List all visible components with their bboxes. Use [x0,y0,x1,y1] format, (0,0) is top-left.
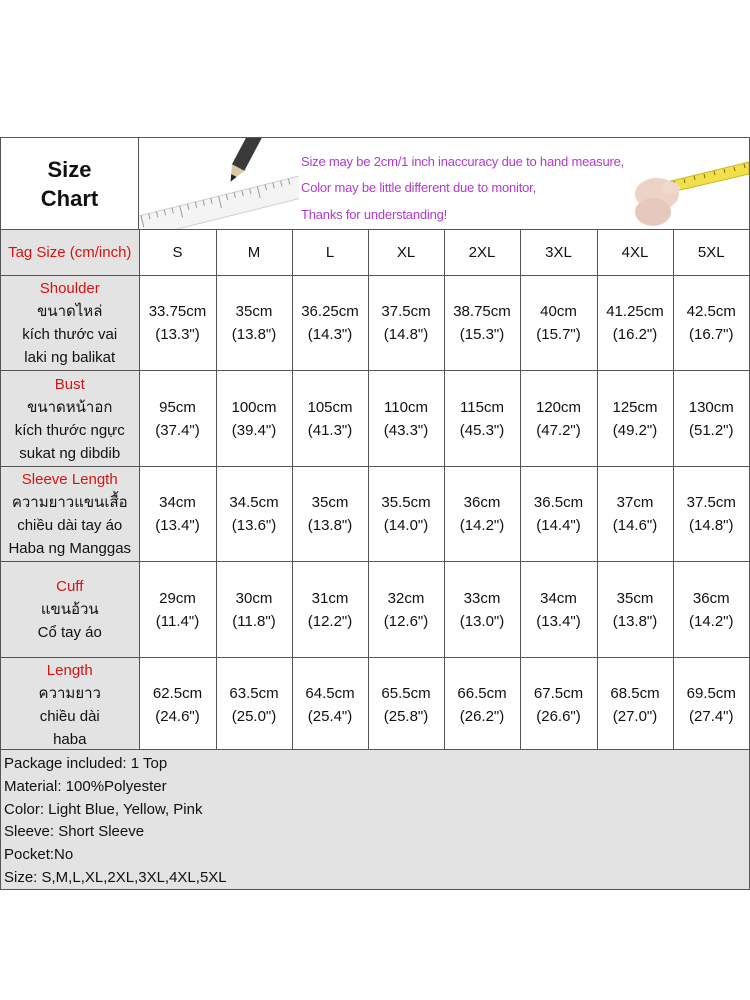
size-header-row [1,230,749,276]
size-table-body [1,230,749,753]
value-inch: (15.3") [459,326,505,343]
value-cm: 64.5cm [305,685,355,702]
measurement-row [1,467,749,562]
measuring-banner [139,138,749,229]
measurement-cell [520,371,597,467]
measurement-label [1,562,139,658]
measurement-cell [216,562,292,658]
value-cm: 67.5cm [533,685,584,702]
value-inch: (16.2") [612,326,658,343]
value-cm: 37.5cm [686,494,736,511]
value-inch: (13.3") [155,326,200,343]
value-cm: 36.25cm [301,303,359,320]
value-cm: 65.5cm [381,685,431,702]
value-cm: 66.5cm [457,685,507,702]
product-details [1,749,749,889]
value-inch: (49.2") [612,421,658,439]
measurement-cell [139,467,216,562]
value-inch: (14.6") [612,517,658,534]
note-line-2: Color may be little different due to monitor, [301,180,536,195]
measurement-cell [216,276,292,371]
value-cm: 35.5cm [381,494,431,511]
measurement-translation: ความยาว [38,685,101,702]
measurement-cell [673,467,749,562]
measurement-translation: Haba ng Manggas [8,540,132,557]
value-cm: 29cm [159,589,196,607]
size-header-cell: M [216,230,292,276]
value-inch: (13.8") [612,612,658,630]
detail-line: Package included: 1 Top [4,755,168,772]
value-inch: (25.4") [307,708,353,725]
value-cm: 33.75cm [148,303,207,320]
value-inch: (26.6") [536,708,581,725]
value-cm: 69.5cm [686,685,736,702]
measurement-cell [139,371,216,467]
chart-title-line1: Size [47,156,92,182]
value-inch: (47.2") [536,421,581,439]
value-cm: 38.75cm [453,303,511,320]
value-inch: (51.2") [688,421,734,439]
value-cm: 35cm [311,494,349,511]
value-cm: 37.5cm [381,303,431,320]
ruler-pencil-illustration [139,138,299,229]
value-inch: (11.4") [155,612,200,630]
tag-size-label: Tag Size (cm/inch) [1,230,139,276]
value-cm: 63.5cm [229,685,279,702]
value-cm: 115cm [460,398,504,416]
value-cm: 35cm [235,303,273,320]
size-header-cell: S [139,230,216,276]
value-cm: 36cm [463,494,501,511]
value-inch: (13.4") [536,612,581,630]
value-inch: (26.2") [459,708,505,725]
size-header-cell: 2XL [444,230,520,276]
size-chart [0,137,750,890]
measurement-label [1,371,139,467]
value-inch: (13.6") [231,517,277,534]
measurement-cell [520,658,597,753]
value-cm: 30cm [235,589,273,607]
value-inch: (45.3") [459,421,505,439]
value-inch: (27.4") [688,708,734,725]
measurement-cell [216,371,292,467]
detail-line: Color: Light Blue, Yellow, Pink [4,800,203,818]
value-cm: 36cm [692,589,730,607]
value-inch: (14.8") [383,326,429,343]
measurement-cell [597,562,673,658]
measurement-cell [673,276,749,371]
measurement-translation: haba [53,731,87,748]
measurement-cell [673,658,749,753]
note-line-3: Thanks for understanding! [301,207,448,222]
chart-banner [1,138,749,230]
measurement-name: Shoulder [39,280,100,297]
measurement-row [1,658,749,753]
measurement-cell [673,562,749,658]
value-cm: 37cm [616,494,654,511]
measurement-translation: laki ng balikat [24,349,116,366]
value-cm: 34cm [159,494,196,511]
measurement-translation: ขนาดหน้าอก [27,398,113,416]
measurement-translation: Cổ tay áo [37,624,102,641]
measurement-cell [368,371,444,467]
measurement-cell [444,467,520,562]
measurement-cell [292,658,368,753]
value-cm: 105cm [307,398,353,416]
measurement-cell [139,276,216,371]
measurement-translation: kích thước vai [22,326,118,343]
value-cm: 34.5cm [229,494,279,511]
value-inch: (25.0") [231,708,277,725]
measurement-translation: chiều dài [39,708,100,725]
value-inch: (16.7") [688,326,734,343]
detail-line: Material: 100%Polyester [4,777,167,795]
value-cm: 34cm [540,589,577,607]
measurement-cell [368,658,444,753]
measurement-label [1,467,139,562]
measurement-cell [520,467,597,562]
value-inch: (41.3") [307,421,353,439]
size-header-cell: XL [368,230,444,276]
measurement-cell [139,562,216,658]
value-cm: 40cm [540,303,577,320]
measurement-translation: ขนาดไหล่ [37,303,103,320]
value-inch: (14.0") [383,517,429,534]
measurement-label [1,658,139,753]
measurement-cell [292,467,368,562]
measurement-cell [444,562,520,658]
size-table [1,230,749,753]
measurement-cell [520,562,597,658]
measurement-cell [520,276,597,371]
measurement-cell [368,467,444,562]
value-cm: 35cm [616,589,654,607]
measurement-translation: sukat ng dibdib [19,444,121,462]
measurement-cell [292,371,368,467]
value-cm: 62.5cm [152,685,203,702]
value-cm: 130cm [688,398,734,416]
value-inch: (25.8") [383,708,429,725]
measurement-cell [597,467,673,562]
measurement-cell [216,658,292,753]
value-inch: (15.7") [536,326,581,343]
tape-measure-hand-illustration [619,138,749,229]
measurement-row [1,276,749,371]
value-inch: (39.4") [231,421,277,439]
value-inch: (13.4") [155,517,200,534]
value-cm: 120cm [535,398,582,416]
value-inch: (14.3") [307,326,353,343]
measurement-cell [216,467,292,562]
value-inch: (13.8") [231,326,277,343]
value-cm: 41.25cm [606,303,664,320]
measurement-label [1,276,139,371]
measurement-name: Bust [54,375,85,393]
value-inch: (43.3") [383,421,429,439]
value-inch: (14.4") [536,517,581,534]
value-cm: 95cm [159,398,196,416]
value-cm: 33cm [463,589,501,607]
value-cm: 125cm [612,398,658,416]
size-header-cell: 3XL [520,230,597,276]
value-inch: (12.2") [307,612,353,630]
measurement-cell [139,658,216,753]
value-inch: (27.0") [612,708,658,725]
measurement-cell [597,371,673,467]
value-cm: 110cm [384,398,428,416]
detail-line: Sleeve: Short Sleeve [4,823,145,841]
measurement-cell [292,276,368,371]
value-cm: 32cm [387,589,425,607]
measurement-name: Sleeve Length [21,471,118,488]
note-line-1: Size may be 2cm/1 inch inaccuracy due to hand measure, [301,154,625,169]
value-inch: (24.6") [155,708,200,725]
measurement-translation: ความยาวแขนเสื้อ [11,494,128,511]
size-header-cell: 4XL [597,230,673,276]
detail-line: Size: S,M,L,XL,2XL,3XL,4XL,5XL [4,868,227,886]
value-cm: 68.5cm [610,685,660,702]
measurement-cell [597,276,673,371]
size-header-cell: 5XL [673,230,749,276]
value-inch: (11.8") [232,612,276,630]
measurement-cell [673,371,749,467]
value-inch: (13.8") [307,517,353,534]
value-cm: 36.5cm [533,494,584,511]
value-cm: 100cm [231,398,277,416]
chart-title-line2: Chart [40,185,99,211]
measurement-cell [444,658,520,753]
value-inch: (13.0") [459,612,505,630]
measurement-name: Length [46,662,93,679]
measurement-translation: chiều dài tay áo [17,517,123,534]
measurement-cell [292,562,368,658]
measurement-cell [368,276,444,371]
measurement-cell [444,371,520,467]
value-inch: (14.2") [459,517,505,534]
measurement-translation: kích thước ngực [14,421,125,439]
value-inch: (37.4") [155,421,200,439]
measurement-cell [597,658,673,753]
chart-title [1,138,139,229]
measurement-cell [368,562,444,658]
value-inch: (14.8") [688,517,734,534]
measurement-name: Cuff [56,578,84,595]
measurement-row [1,562,749,658]
size-header-cell: L [292,230,368,276]
measurement-row [1,371,749,467]
measurement-cell [444,276,520,371]
value-inch: (14.2") [688,612,734,630]
value-cm: 31cm [311,589,349,607]
value-inch: (12.6") [383,612,429,630]
measurement-translation: แขนอ้วน [40,601,99,618]
detail-line: Pocket:No [4,846,74,864]
value-cm: 42.5cm [686,303,736,320]
